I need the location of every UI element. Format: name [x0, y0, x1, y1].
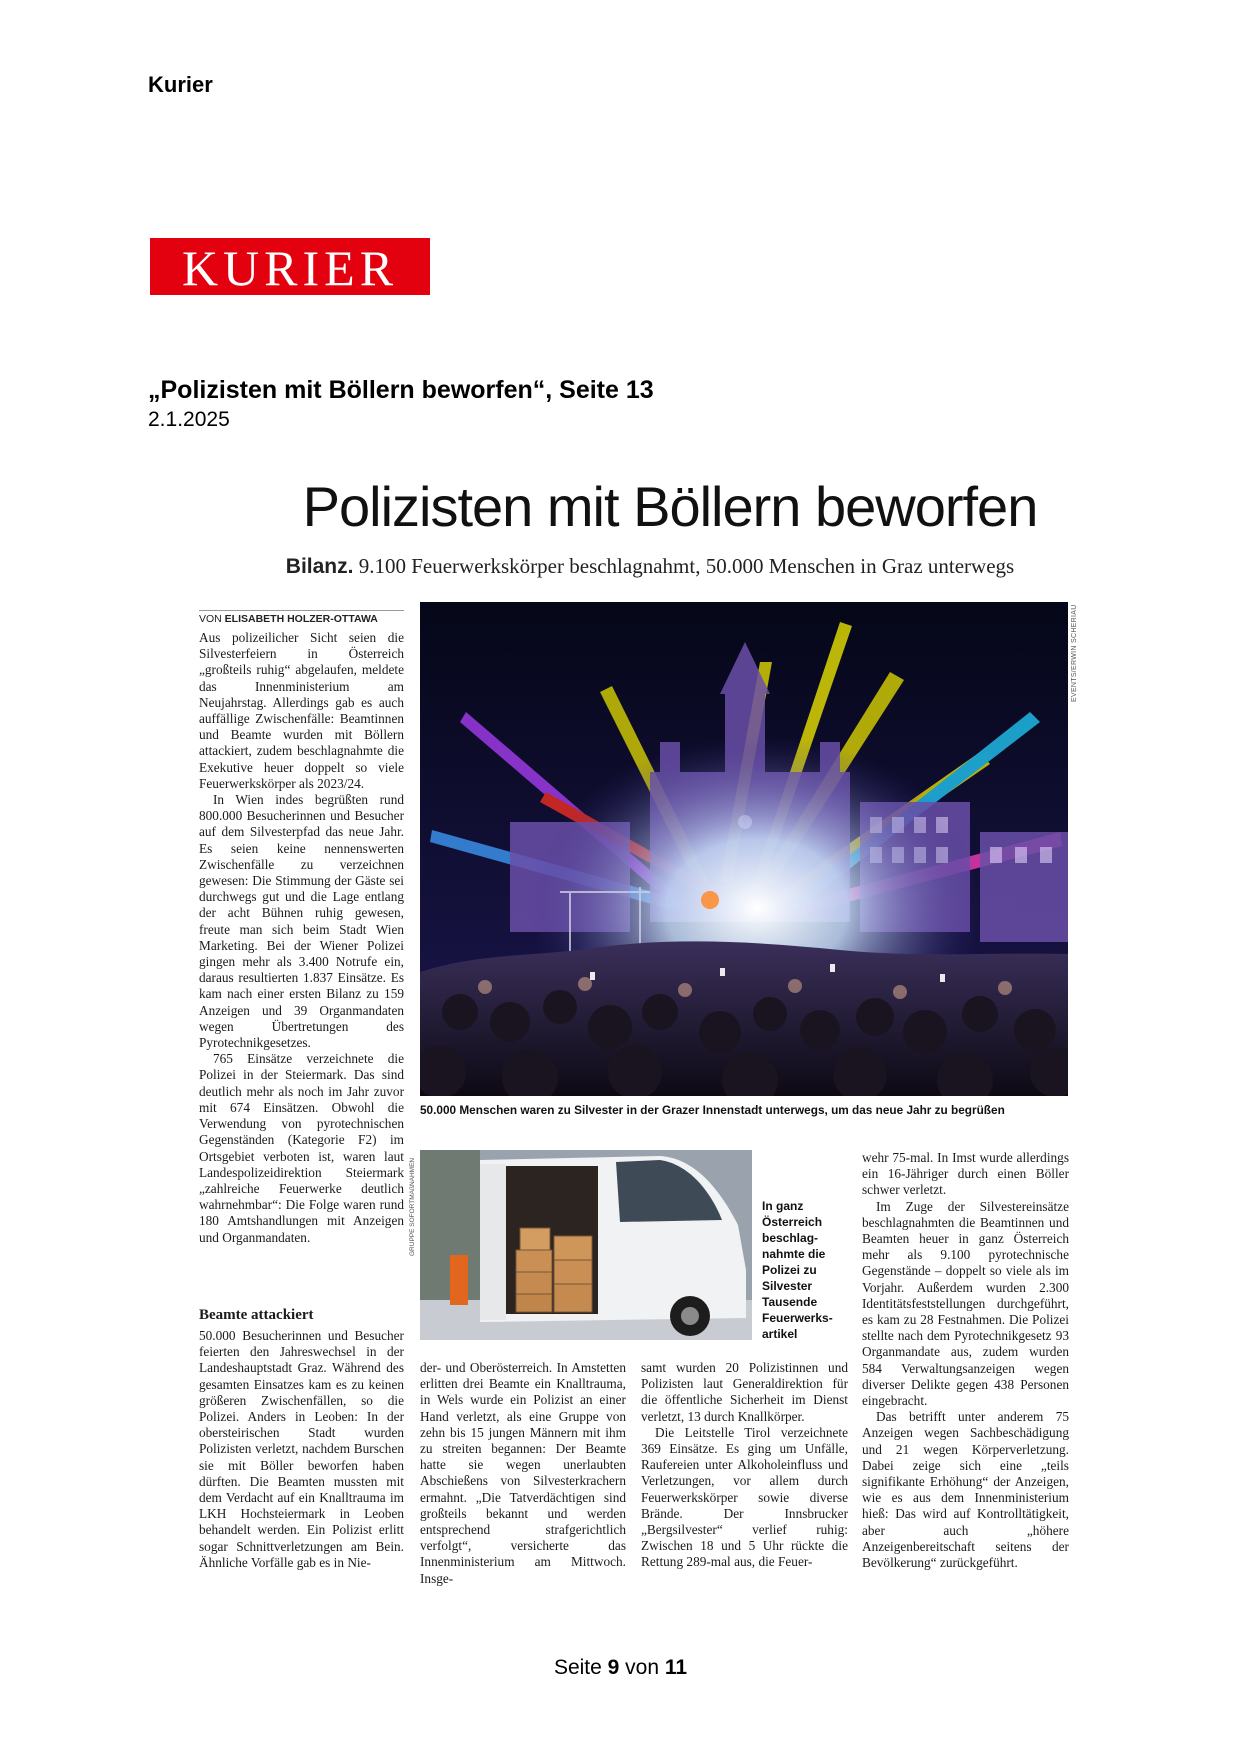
paragraph: Im Zuge der Silvestereinsätze beschlagnahmten die Beamtinnen und Beamten heuer in ganz Österreich mehr als 9.100 pyrotechnische Gegenstände – doppelt so viele als im Vorjahr. Außerdem wurden 2.300 Identitätsfeststellungen durchgeführt, es kam zu 28 Festnahmen. Die Polizei stellte nach dem Pyrotechnikgesetz 93 Organmandate aus, zudem wurden 584 Verwaltungsanzeigen wegen diverser Delikte gegen 438 Personen eingebracht. [862, 1198, 1069, 1409]
article-subhead: Beamte attackiert [199, 1307, 314, 1323]
byline-prefix: VON [199, 613, 225, 625]
caption-line: In ganz [762, 1199, 804, 1213]
footer-prefix: Seite [553, 1656, 608, 1679]
page-footer [0, 1656, 1241, 1680]
subline-lead: Bilanz. [285, 555, 354, 578]
caption-line: artikel [762, 1327, 798, 1341]
article-reference: „Polizisten mit Böllern beworfen“, Seite 13 [148, 376, 654, 404]
byline [199, 610, 404, 625]
article-column-3-lower [641, 1360, 848, 1571]
van-illustration [420, 1150, 752, 1340]
paragraph: Die Leitstelle Tirol verzeichnete 369 Einsätze. Es ging um Unfälle, Raufereien unter Alkoholeinfluss und Verletzungen, vor allem durch Feuerwerkskörper sowie diverse Brände. Der Innsbrucker „Bergsilvester“ verlief ruhig: Zwischen 18 und 5 Uhr rückte die Rettung 289-mal aus, die Feuer- [641, 1424, 848, 1570]
paragraph: der- und Oberösterreich. In Amstetten erlitten drei Beamte ein Knalltrauma, in Wels wurde ein Polizist an einer Hand verletzt, als eine Gruppe von zehn bis 15 jungen Männern mit ihm zu streiten begannen: Der Beamte hatte sie wegen unerlaubten Abschießens von Silvesterkrachern ermahnt. „Die Tatverdächtigen sind großteils bekannt und werden entsprechend strafgerichtlich verfolgt“, versicherte das Innenministerium am Mittwoch. Insge- [420, 1360, 626, 1586]
caption-line: Polizei zu [762, 1263, 817, 1277]
main-photo-credit: EVENTS/ERWIN SCHERIAU [1071, 604, 1078, 702]
paragraph: In Wien indes begrüßten rund 800.000 Besucherinnen und Besucher auf dem Silvesterpfad das neue Jahr. Es seien keine nennenswerten Zwischenfälle zu verzeichnen gewesen: Die Stimmung der Gäste sei durchwegs gut und die Lage entlang der acht Bühnen ruhig gewesen, freute man sich beim Stadt Wien Marketing. Bei der Wiener Polizei gingen mehr als 3.400 Notrufe ein, daraus resultierten 1.837 Einsätze. Es kam nach einer ersten Bilanz zu 159 Anzeigen und 39 Organmandaten wegen Übertretungen des Pyrotechnikgesetzes. [199, 792, 404, 1051]
paragraph: wehr 75-mal. In Imst wurde allerdings ein 16-Jähriger durch einen Böller schwer verletzt. [862, 1150, 1069, 1198]
caption-line: beschlag- [762, 1231, 819, 1245]
paragraph: 765 Einsätze verzeichnete die Polizei in der Steiermark. Das sind deutlich mehr als noch im Jahr zuvor mit 674 Einsätzen. Obwohl die Verwendung von pyrotechnischen Gegenständen (Kategorie F2) im Ortsgebiet verboten ist, waren laut Landespolizeidirektion Steiermark „zahlreiche Feuerwerke deutlich wahrnehmbar“: Die Folge waren rund 180 Amtshandlungen mit Anzeigen und Organmandaten. [199, 1051, 404, 1245]
caption-line: Tausende [762, 1295, 818, 1309]
article-headline: Polizisten mit Böllern beworfen [302, 475, 1038, 538]
logo-text: KURIER [181, 239, 399, 296]
footer-page-number: 9 [607, 1656, 620, 1679]
paragraph: Das betrifft unter anderem 75 Anzeigen wegen Sachbeschädigung und 21 wegen Körperverletzung. Dabei zeige sich eine „teils signifikante Erhöhung“ der Anzeigen, wie es aus dem Innenministerium hieß: Das wird auf Kontrolltätigkeit, aber auch „höhere Anzeigenbereitschaft seitens der Bevölkerung“ zurückgeführt. [862, 1409, 1069, 1571]
caption-line: Silvester [762, 1279, 813, 1293]
van-photo-credit: GRUPPE SOFORTMAßNAHMEN [409, 1157, 416, 1256]
paragraph: Aus polizeilicher Sicht seien die Silvesterfeiern in Österreich „großteils ruhig“ abgelaufen, meldete das Innenministerium am Neujahrstag. Allerdings gab es auch auffällige Zwischenfälle: Beamtinnen und Beamte wurden mit Böllern attackiert, zudem beschlagnahmte die Exekutive heuer doppelt so viele Feuerwerkskörper als 2023/24. [199, 630, 404, 791]
publication-label: Kurier [148, 72, 213, 97]
caption-line: nahmte die [762, 1247, 826, 1261]
article-column-1 [199, 630, 404, 1246]
article-column-2-lower [420, 1360, 626, 1587]
article-column-4 [862, 1150, 1069, 1571]
van-photo-caption [762, 1198, 852, 1342]
footer-middle: von [619, 1656, 665, 1679]
caption-line: Feuerwerks- [762, 1311, 833, 1325]
van-photo-confiscated-fireworks [420, 1150, 752, 1340]
article-column-1-lower [199, 1328, 404, 1571]
main-photo-graz-celebration [420, 602, 1068, 1096]
footer-total-pages: 11 [664, 1656, 688, 1679]
subline-text: 9.100 Feuerwerkskörper beschlagnahmt, 50.000 Menschen in Graz unterwegs [353, 554, 1015, 578]
main-photo-caption: 50.000 Menschen waren zu Silvester in der Grazer Innenstadt unterwegs, um das neue Jahr zu begrüßen [420, 1103, 1005, 1117]
paragraph: samt wurden 20 Polizistinnen und Polizisten laut Generaldirektion für die öffentliche Sicherheit im Dienst verletzt, 13 durch Knallkörper. [641, 1360, 848, 1424]
paragraph: 50.000 Besucherinnen und Besucher feierten den Jahreswechsel in der Landeshauptstadt Graz. Während des gesamten Einsatzes kam es zu keinen größeren Zwischenfällen, so die Polizei. Anders in Leoben: In der obersteirischen Stadt wurden Polizisten verletzt, nachdem Burschen sie mit Böller beworfen haben dürften. Die Beamten mussten mit dem Verdacht auf ein Knalltrauma im LKH Hochsteiermark in Leoben behandelt werden. Ein Polizist erlitt sogar Schnittverletzungen am Bein. Ähnliche Vorfälle gab es in Nie- [199, 1328, 404, 1570]
byline-author: ELISABETH HOLZER-OTTAWA [224, 613, 378, 625]
concert-light-show-illustration [420, 602, 1068, 1096]
article-date: 2.1.2025 [148, 408, 230, 431]
kurier-logo [150, 238, 430, 295]
caption-line: Österreich [762, 1215, 823, 1229]
article-subline [150, 554, 1150, 579]
